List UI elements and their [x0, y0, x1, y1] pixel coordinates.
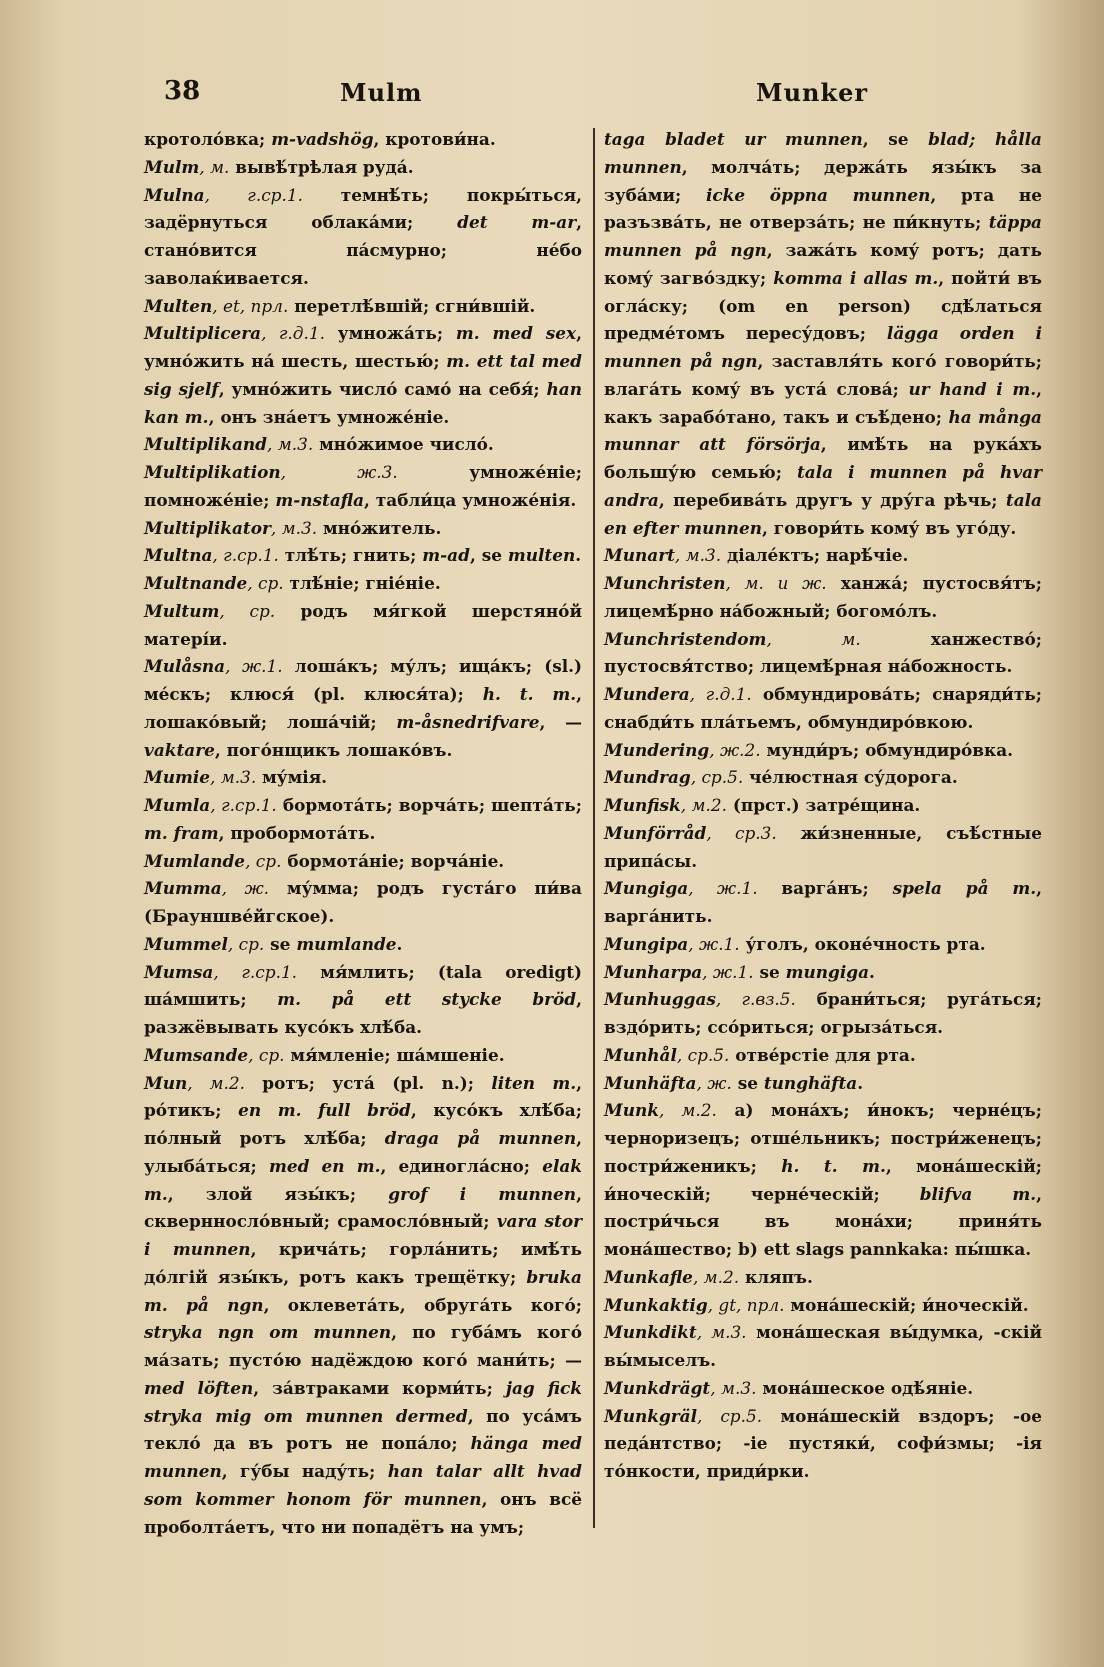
headword: Multnande — [144, 573, 248, 593]
translation-text: отве́рстіе для рта. — [729, 1044, 916, 1065]
headword: Mungiga — [604, 878, 689, 899]
headword: Multna — [144, 545, 213, 566]
grammar-label: , ж.2. — [709, 739, 761, 760]
swedish-phrase: stryka ngn om munnen — [144, 1322, 392, 1343]
translation-text: , se — [862, 129, 929, 149]
grammar-label: , ср.5. — [690, 767, 744, 788]
dictionary-entry — [144, 126, 582, 154]
swedish-phrase: multen — [507, 545, 576, 566]
dictionary-entry — [144, 931, 582, 959]
swedish-phrase: m-ad — [422, 545, 470, 566]
translation-text: , табли́ца умноже́нія. — [364, 489, 577, 510]
translation-text: , молча́ть; держа́ть язы́къ за зуба́ми; — [604, 156, 1042, 205]
translation-text: a) мона́хъ; и́нокъ; черне́цъ; черноризецъ; отше́льникъ; постри́женецъ; постри́женикъ; — [604, 1100, 1042, 1176]
swedish-phrase: m. på ett stycke bröd — [277, 989, 577, 1010]
dictionary-entry — [604, 1319, 1042, 1375]
translation-text: ханжа́; пустосвя́тъ; лицемѣ́рно на́божный; богомо́лъ. — [604, 573, 1042, 621]
grammar-label: , м.2. — [692, 1266, 740, 1287]
headword: Multiplikation — [144, 462, 281, 482]
dictionary-entry — [144, 459, 582, 515]
dictionary-entry — [604, 1042, 1042, 1070]
headword: Multiplicera — [144, 323, 262, 344]
translation-text: му́мія. — [256, 767, 328, 788]
swedish-phrase: h. t. m. — [482, 684, 577, 704]
dictionary-entry — [604, 820, 1042, 876]
dictionary-entry — [604, 1264, 1042, 1292]
grammar-label: , м.3. — [696, 1322, 747, 1343]
translation-text: . — [869, 961, 875, 982]
swedish-phrase: vaktare — [144, 739, 215, 760]
swedish-phrase: grof i munnen — [388, 1183, 577, 1204]
headword: Multen — [144, 295, 213, 316]
swedish-phrase: liten m. — [491, 1072, 577, 1093]
running-head — [150, 72, 1064, 112]
translation-text: , гу́бы наду́ть; — [221, 1461, 388, 1481]
translation-text: , рта не разъзва́ть, не отверза́ть; не пи́кнуть; — [604, 184, 1042, 233]
headword: Munhuggas — [604, 989, 716, 1010]
grammar-label: , м.3. — [674, 545, 722, 566]
swedish-phrase: täppa munnen på ngn — [604, 212, 1042, 260]
dictionary-entry — [144, 792, 582, 848]
running-head-left: Mulm — [340, 78, 423, 107]
headword: Mulm — [144, 156, 200, 177]
dictionary-entry — [144, 764, 582, 792]
translation-text: , онъ всё проболта́етъ, что ни попадётъ на умъ; — [144, 1488, 582, 1537]
translation-text: кротоло́вка; — [144, 129, 272, 149]
translation-text: мя́мленіе; ша́мшеніе. — [284, 1044, 505, 1065]
page-number: 38 — [164, 76, 201, 106]
dictionary-entry — [604, 1403, 1042, 1486]
grammar-label: , м.2. — [658, 1100, 717, 1121]
translation-text: , заставля́ть кого́ говори́ть; влага́ть кому́ въ уста́ слова́; — [604, 351, 1042, 399]
translation-text: , оклевета́ть, обруга́ть кого́; — [263, 1294, 583, 1315]
dictionary-entry — [604, 792, 1042, 820]
translation-text: , онъ зна́етъ умноже́ніе. — [208, 406, 450, 427]
headword: Munkdikt — [604, 1322, 697, 1343]
translation-text: , за́втраками корми́ть; — [253, 1377, 506, 1398]
translation-text: , по губа́мъ кого́ ма́зать; пусто́ю надёждою кого́ мани́ть; — — [144, 1322, 583, 1370]
translation-text: , ро́тикъ; — [144, 1072, 582, 1121]
dictionary-entry — [144, 542, 582, 570]
grammar-label: , м. — [199, 156, 230, 177]
translation-text: , постри́чься въ мона́хи; приня́ть мона́шество; b) ett slags pannkaka: пы́шка. — [604, 1183, 1042, 1259]
translation-text: мно́житель. — [317, 517, 442, 538]
translation-text: мя́млить; (tala oredigt) ша́мшить; — [144, 961, 582, 1010]
swedish-phrase: tala i munnen på hvar andra — [604, 462, 1042, 510]
translation-text: родъ мя́гкой шерстяно́й матерíи. — [144, 600, 582, 649]
translation-text: варга́нъ; — [757, 878, 893, 899]
translation-text: , говори́ть кому́ въ уго́ду. — [762, 517, 1017, 538]
headword: Munart — [604, 545, 675, 566]
swedish-phrase: blad; hålla munnen — [604, 129, 1043, 177]
grammar-label: , ж. — [696, 1072, 732, 1093]
dictionary-entry — [144, 154, 582, 182]
headword: Mundrag — [604, 767, 691, 788]
dictionary-entry — [604, 570, 1042, 626]
dictionary-entry — [144, 959, 582, 1042]
translation-text: , варга́нить. — [604, 878, 1042, 926]
translation-text: , имѣ́ть на рука́хъ большу́ю семью́; — [604, 434, 1042, 482]
translation-text: , кусо́къ хлѣ́ба; по́лный ротъ хлѣ́ба; — [144, 1100, 582, 1148]
translation-text: діале́ктъ; нарѣ́чіе. — [721, 545, 909, 566]
translation-text: у́голъ, оконе́чность рта. — [739, 933, 986, 954]
translation-text: . — [575, 545, 582, 566]
headword: Munhäfta — [604, 1072, 697, 1093]
translation-text: тлѣ́ть; гнить; — [278, 545, 423, 566]
grammar-label: , ж.3. — [280, 462, 398, 482]
translation-text: брани́ться; руга́ться; вздо́рить; ссо́риться; огрыза́ться. — [604, 989, 1042, 1037]
swedish-phrase: m. fram — [144, 822, 219, 843]
swedish-phrase: ha många munnar att försörja — [604, 406, 1042, 455]
translation-text: (прст.) затре́щина. — [727, 795, 921, 815]
translation-text: умноже́ніе; помноже́ніе; — [144, 462, 582, 510]
dictionary-entry — [144, 875, 582, 931]
dictionary-entry — [604, 875, 1042, 931]
headword: Munkafle — [604, 1266, 693, 1287]
swedish-phrase: ur hand i m. — [908, 378, 1037, 399]
translation-text: мона́шеское одѣ́яніе. — [756, 1377, 974, 1398]
translation-text: , умно́жить число́ само́ на себя́; — [218, 378, 547, 399]
swedish-phrase: elak m. — [144, 1155, 583, 1204]
headword: Munharpa — [604, 961, 703, 982]
column-divider — [593, 128, 595, 1528]
swedish-phrase: en m. full bröd — [238, 1100, 411, 1121]
grammar-label: , г.ср.1. — [210, 795, 277, 815]
swedish-phrase: icke öppna munnen — [705, 184, 931, 205]
translation-text: , мона́шескій; и́ноческій; черне́ческій; — [604, 1155, 1042, 1204]
headword: Mumsande — [144, 1044, 249, 1065]
grammar-label: , г.вз.5. — [715, 989, 796, 1010]
grammar-label: , ж.1. — [702, 961, 754, 982]
headword: Munchristendom — [604, 628, 767, 649]
swedish-phrase: med löften — [144, 1377, 254, 1398]
translation-text: se — [264, 933, 297, 954]
dictionary-entry — [144, 515, 582, 543]
swedish-phrase: det m-ar — [457, 212, 577, 233]
translation-text: , стано́вится па́смурно; не́бо заволаќивается. — [144, 212, 582, 288]
grammar-label: , м. — [766, 628, 861, 649]
dictionary-entry — [144, 848, 582, 876]
translation-text: , сквернносло́вный; срамосло́вный; — [144, 1183, 582, 1232]
swedish-phrase: taga bladet ur munnen — [604, 129, 863, 149]
translation-text: му́мма; родъ густа́го пи́ва (Брауншве́йгское). — [144, 878, 582, 926]
headword: Munkgräl — [604, 1405, 698, 1426]
translation-text: перетлѣ́вшій; сгни́вшій. — [288, 295, 536, 316]
translation-text: , улыба́ться; — [144, 1128, 582, 1176]
swedish-phrase: vara stor i munnen — [144, 1211, 583, 1259]
headword: Munhål — [604, 1044, 677, 1065]
translation-text: , умно́жить на́ шесть, шестью́; — [144, 323, 582, 371]
translation-text: , — — [539, 711, 582, 732]
swedish-phrase: m-vadshög — [271, 129, 374, 149]
swedish-phrase: bruka m. på ngn — [144, 1266, 582, 1315]
headword: Mulåsna — [144, 656, 226, 677]
grammar-label: , ср. — [248, 1044, 285, 1065]
translation-text: , разжёвывать кусо́къ хлѣ́ба. — [144, 989, 582, 1037]
translation-text: , какъ зарабо́тано, такъ и съѣ́дено; — [604, 378, 1042, 427]
translation-text: бормота́ть; ворча́ть; шепта́ть; — [276, 795, 582, 815]
translation-text: , пого́нщикъ лошако́въ. — [214, 739, 453, 760]
translation-text: че́люстная су́дорога. — [743, 767, 958, 788]
headword: Mumsa — [144, 961, 214, 982]
swedish-phrase: m-nstafla — [275, 489, 365, 510]
headword: Munchristen — [604, 573, 726, 593]
grammar-label: , г.ср.1. — [204, 184, 303, 205]
dictionary-entry — [604, 681, 1042, 737]
dictionary-entry — [604, 1292, 1042, 1320]
translation-text: , лошако́вый; лоша́чій; — [144, 684, 583, 732]
swedish-phrase: komma i allas m. — [773, 267, 939, 288]
headword: Munfisk — [604, 795, 681, 815]
translation-text: ротъ; уста́ (pl. n.); — [244, 1072, 492, 1093]
translation-text: мона́шеская вы́думка, -скій вы́мыселъ. — [604, 1322, 1042, 1370]
headword: Mumma — [144, 878, 222, 899]
translation-text: обмундирова́ть; снаряди́ть; снабди́ть пла́тьемъ, обмундиро́вкою. — [604, 684, 1042, 732]
swedish-phrase: blifva m. — [919, 1183, 1037, 1204]
translation-text: , злой язы́къ; — [167, 1183, 389, 1204]
translation-text: , пробормота́ть. — [218, 822, 376, 843]
left-column — [144, 126, 582, 1541]
translation-text: se — [753, 961, 786, 982]
translation-text: темнѣ́ть; покры́ться, задёрнуться облака́ми; — [144, 184, 582, 233]
headword: Mumla — [144, 795, 211, 815]
swedish-phrase: m. med sex — [455, 323, 577, 344]
translation-text: бормота́ніе; ворча́ніе. — [281, 850, 505, 871]
translation-text: , по уса́мъ текло́ да въ ротъ не попа́ло; — [144, 1405, 582, 1454]
headword: Multiplikand — [144, 434, 267, 455]
translation-text: кляпъ. — [739, 1266, 813, 1287]
headword: Mundering — [604, 739, 710, 760]
translation-text: , зажа́ть кому́ ротъ; дать кому́ загво́здку; — [604, 240, 1042, 288]
dictionary-entry — [144, 1070, 582, 1542]
dictionary-entry — [604, 1375, 1042, 1403]
headword: Mundera — [604, 684, 690, 704]
translation-text: , пойти́ въ огла́ску; (om en person) сдѣ́латься предме́томъ пересу́довъ; — [604, 267, 1042, 344]
translation-text: . — [857, 1072, 864, 1093]
dictionary-entry — [144, 431, 582, 459]
grammar-label: , м.3. — [270, 517, 318, 538]
dictionary-entry — [144, 1042, 582, 1070]
dictionary-entry — [604, 626, 1042, 682]
translation-text: умножа́ть; — [324, 323, 456, 344]
grammar-label: , г.д.1. — [689, 684, 752, 704]
grammar-label: , ср.5. — [676, 1044, 730, 1065]
grammar-label: , м.3. — [210, 767, 257, 788]
translation-text: мона́шескій вздоръ; -ое педа́нтство; -іе пустяки́, софи́змы; -ія то́нкости, приди́рки. — [604, 1405, 1042, 1481]
grammar-label: , ср.5. — [697, 1405, 763, 1426]
translation-text: , кротови́на. — [373, 129, 496, 149]
running-head-right: Munker — [756, 78, 869, 107]
swedish-phrase: han kan m. — [144, 378, 583, 427]
right-column — [604, 126, 1042, 1486]
grammar-label: , ж. — [221, 878, 270, 899]
swedish-phrase: jag fick stryka mig om munnen dermed — [144, 1377, 582, 1426]
translation-text: se — [731, 1072, 764, 1093]
headword: Munk — [604, 1100, 659, 1121]
grammar-label: , м.3. — [710, 1377, 757, 1398]
dictionary-entry — [604, 986, 1042, 1042]
headword: Mumlande — [144, 850, 246, 871]
headword: Mungipa — [604, 933, 689, 954]
translation-text: , se — [469, 545, 508, 566]
dictionary-entry — [144, 653, 582, 764]
grammar-label: , ж.1. — [225, 656, 283, 677]
dictionary-entry — [144, 293, 582, 321]
translation-text: мунди́ръ; обмундиро́вка. — [760, 739, 1014, 760]
grammar-label: , г.д.1. — [261, 323, 325, 344]
translation-text: , крича́ть; горла́нить; имѣ́ть до́лгій язы́къ, ротъ какъ трещётку; — [144, 1239, 582, 1287]
dictionary-entry — [604, 1097, 1042, 1264]
translation-text: ханжество́; пустосвя́тство; лицемѣ́рная на́божность. — [604, 628, 1042, 677]
grammar-label: , г.ср.1. — [213, 961, 298, 982]
headword: Multiplikator — [144, 517, 271, 538]
headword: Munkaktig — [604, 1294, 708, 1315]
grammar-label: , et, прл. — [212, 295, 289, 316]
dictionary-entry — [604, 737, 1042, 765]
dictionary-entry — [604, 959, 1042, 987]
grammar-label: , ср. — [227, 933, 265, 954]
grammar-label: , м. и ж. — [725, 573, 827, 593]
dictionary-entry — [144, 182, 582, 293]
grammar-label: , г.ср.1. — [212, 545, 279, 566]
translation-text: жи́зненные, съѣ́стные припа́сы. — [604, 822, 1042, 871]
swedish-phrase: mungiga — [785, 961, 870, 982]
swedish-phrase: m-åsnedrifvare — [396, 711, 540, 732]
swedish-phrase: lägga orden i munnen på ngn — [604, 323, 1043, 371]
swedish-phrase: m. ett tal med sig sjelf — [144, 351, 582, 399]
translation-text: лоша́къ; му́лъ; ища́къ; (sl.) ме́скъ; клюся́ (pl. клюся́та); — [144, 656, 582, 704]
translation-text: тлѣ́ніе; гніе́ніе. — [283, 573, 441, 593]
translation-text: . — [396, 933, 403, 954]
dictionary-entry — [604, 1070, 1042, 1098]
headword: Munkdrägt — [604, 1377, 711, 1398]
dictionary-entry — [144, 570, 582, 598]
dictionary-entry — [604, 126, 1042, 542]
grammar-label: , ср. — [219, 600, 276, 621]
swedish-phrase: tala en efter munnen — [604, 489, 1042, 538]
swedish-phrase: mumlande — [296, 933, 397, 954]
headword: Multum — [144, 600, 220, 621]
grammar-label: , м.3. — [267, 434, 314, 455]
grammar-label: , ср.3. — [706, 822, 777, 843]
swedish-phrase: spela på m. — [892, 878, 1037, 899]
swedish-phrase: han talar allt hvad som kommer honom för munnen — [144, 1461, 582, 1509]
headword: Mumie — [144, 767, 211, 788]
grammar-label: , м.2. — [680, 795, 727, 815]
grammar-label: , ср. — [247, 573, 284, 593]
headword: Mun — [144, 1072, 188, 1093]
dictionary-entry — [604, 542, 1042, 570]
dictionary-entry — [604, 931, 1042, 959]
dictionary-entry — [144, 598, 582, 654]
swedish-phrase: tunghäfta — [763, 1072, 858, 1093]
grammar-label: , ж.1. — [688, 933, 740, 954]
grammar-label: , м.2. — [187, 1072, 245, 1093]
dictionary-entry — [604, 764, 1042, 792]
swedish-phrase: hänga med munnen — [144, 1433, 582, 1481]
grammar-label: , ср. — [245, 850, 282, 871]
grammar-label: , ж.1. — [688, 878, 758, 899]
translation-text: , перебива́ть другъ у дру́га рѣчь; — [658, 489, 1006, 510]
translation-text: , единогла́сно; — [380, 1155, 543, 1176]
swedish-phrase: draga på munnen — [384, 1128, 577, 1148]
headword: Mummel — [144, 933, 228, 954]
grammar-label: , gt, прл. — [707, 1294, 785, 1315]
translation-text: мона́шескій; и́ноческій. — [784, 1294, 1029, 1315]
translation-text: вывѣ́трѣлая руда́. — [229, 156, 414, 177]
swedish-phrase: h. t. m. — [781, 1155, 886, 1176]
translation-text: мно́жимое число́. — [313, 434, 494, 455]
swedish-phrase: med en m. — [268, 1155, 381, 1176]
headword: Mulna — [144, 184, 205, 205]
headword: Munförråd — [604, 822, 707, 843]
dictionary-entry — [144, 320, 582, 431]
